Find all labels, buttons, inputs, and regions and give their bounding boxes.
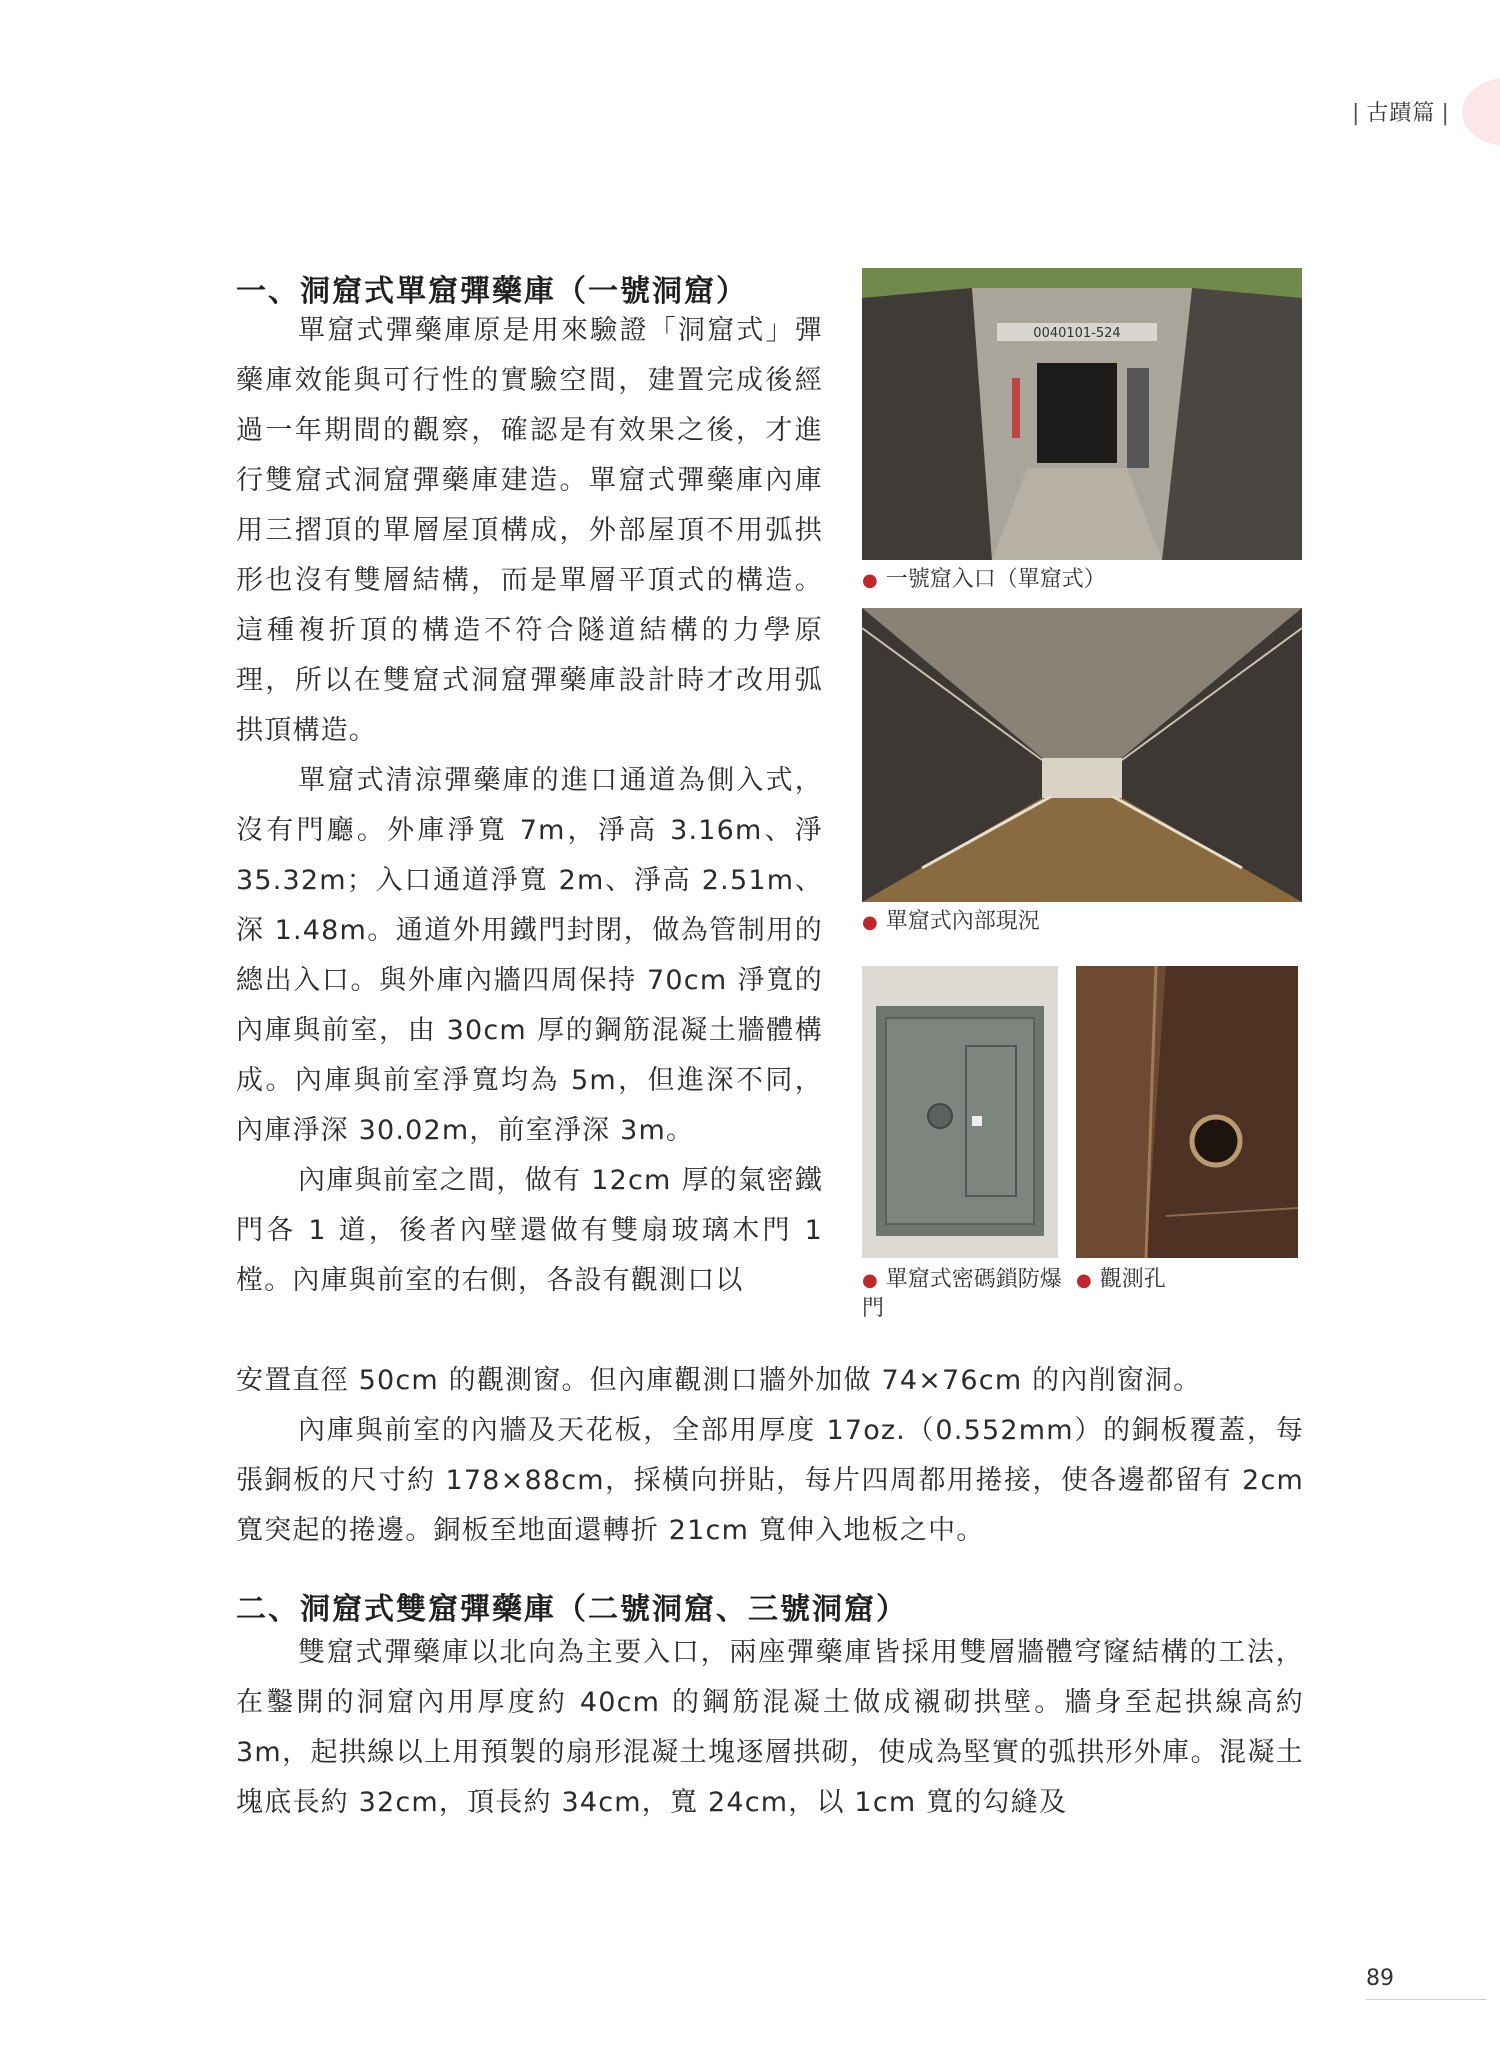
section2-column: [236, 1628, 1304, 1828]
bullet-icon: ●: [1076, 1270, 1092, 1291]
section2-title: 二、洞窟式雙窟彈藥庫（二號洞窟、三號洞窟）: [236, 1592, 908, 1627]
section1-paragraph-4: 內庫與前室的內牆及天花板，全部用厚度 17oz.（0.552mm）的銅板覆蓋，每張銅板的尺寸約 178×88cm，採橫向拼貼，每片四周都用捲接，使各邊都留有 2cm 寬突起的捲邊。銅板至地面還轉折 21cm 寬伸入地板之中。: [236, 1415, 1304, 1546]
photo-blast-door: [862, 966, 1058, 1258]
photo-interior: [862, 608, 1302, 902]
bullet-icon: ●: [862, 912, 878, 933]
section-tab: | 古蹟篇 |: [1352, 101, 1450, 126]
section-tab-label: 古蹟篇: [1366, 101, 1436, 126]
bullet-icon: ●: [862, 1270, 878, 1291]
section1-full-column: [236, 1356, 1304, 1556]
section1-paragraph-3: 內庫與前室之間，做有 12cm 厚的氣密鐵門各 1 道，後者內壁還做有雙扇玻璃木門 1 樘。內庫與前室的右側，各設有觀測口以: [236, 1165, 823, 1296]
caption-photo-1: ● 一號窟入口（單窟式）: [862, 567, 1106, 592]
photo-tunnel-entrance: [862, 268, 1302, 560]
section1-title: 一、洞窟式單窟彈藥庫（一號洞窟）: [236, 274, 748, 309]
page-number: 89: [1366, 1966, 1394, 1991]
tunnel-sign-text: 0040101-524: [1033, 326, 1121, 341]
corner-decoration: [1462, 78, 1500, 146]
caption-photo-4: ● 觀測孔: [1076, 1267, 1166, 1292]
section1-left-column: [236, 306, 823, 1306]
section2-paragraph-1: 雙窟式彈藥庫以北向為主要入口，兩座彈藥庫皆採用雙層牆體穹窿結構的工法，在鑿開的洞窟內用厚度約 40cm 的鋼筋混凝土做成襯砌拱壁。牆身至起拱線高約 3m，起拱線以上用預製的扇形混凝土塊逐層拱砌，使成為堅實的弧拱形外庫。混凝土塊底長約 32cm，頂長約 34cm，寬 24cm，以 1cm 寬的勾縫及: [236, 1637, 1304, 1818]
bullet-icon: ●: [862, 570, 878, 591]
caption-photo-2: ● 單窟式內部現況: [862, 909, 1040, 934]
section1-paragraph-2: 單窟式清涼彈藥庫的進口通道為側入式，沒有門廳。外庫淨寬 7m，淨高 3.16m、淨 35.32m；入口通道淨寬 2m、淨高 2.51m、深 1.48m。通道外用鐵門封閉，做為管制用的總出入口。與外庫內牆四周保持 70cm 淨寬的內庫與前室，由 30cm 厚的鋼筋混凝土牆體構成。內庫與前室淨寬均為 5m，但進深不同，內庫淨深 30.02m，前室淨深 3m。: [236, 765, 823, 1146]
section1-paragraph-1: 單窟式彈藥庫原是用來驗證「洞窟式」彈藥庫效能與可行性的實驗空間，建置完成後經過一年期間的觀察，確認是有效果之後，才進行雙窟式洞窟彈藥庫建造。單窟式彈藥庫內庫用三摺頂的單層屋頂構成，外部屋頂不用弧拱形也沒有雙層結構，而是單層平頂式的構造。這種複折頂的構造不符合隧道結構的力學原理，所以在雙窟式洞窟彈藥庫設計時才改用弧拱頂構造。: [236, 315, 823, 746]
page-rule: [1366, 1999, 1486, 2000]
caption-photo-3: ● 單窟式密碼鎖防爆門: [862, 1267, 1062, 1321]
section1-paragraph-3-continued: 安置直徑 50cm 的觀測窗。但內庫觀測口牆外加做 74×76cm 的內削窗洞。: [236, 1365, 1202, 1396]
photo-observation-hole: [1076, 966, 1298, 1258]
